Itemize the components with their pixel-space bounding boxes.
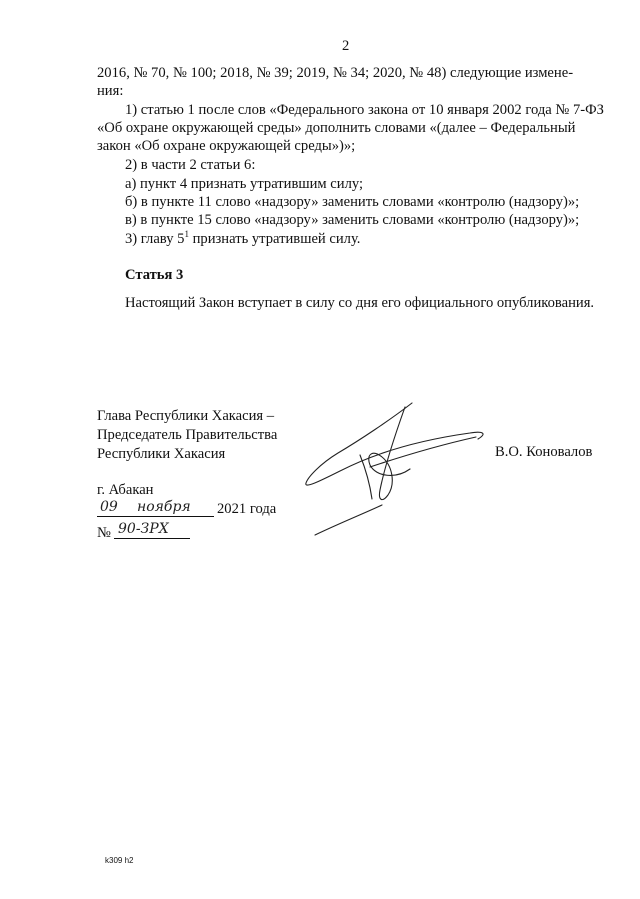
signer-title-line-3: Республики Хакасия [97, 446, 226, 462]
body-line-8: б) в пункте 11 слово «надзору» заменить словами «контролю (надзору)»; [125, 194, 580, 210]
signer-name: В.О. Коновалов [495, 444, 593, 460]
body-line-1: 2016, № 70, № 100; 2018, № 39; 2019, № 34; 2020, № 48) следующие измене- [97, 65, 574, 81]
body-line-4: «Об охране окружающей среды» дополнить словами «(далее – Федеральный [97, 120, 576, 136]
date-underline [97, 516, 214, 517]
body-line-5: закон «Об охране окружающей среды»)»; [97, 138, 356, 154]
signer-title-line-2: Председатель Правительства [97, 427, 278, 443]
footer-code: k309 h2 [105, 856, 134, 865]
number-underline [114, 538, 190, 539]
body-line-10-post: признать утратившей силу. [188, 231, 361, 247]
page-number: 2 [342, 38, 350, 54]
body-line-3: 1) статью 1 после слов «Федерального закона от 10 января 2002 года № 7-ФЗ [125, 102, 604, 118]
article-3-text: Настоящий Закон вступает в силу со дня его официального опубликования. [125, 295, 595, 311]
body-line-6: 2) в части 2 статьи 6: [125, 157, 256, 173]
issue-number-blank [114, 522, 190, 542]
article-3-heading: Статья 3 [125, 267, 184, 283]
handwritten-month: ноября [137, 499, 191, 515]
issue-date-blank [97, 500, 214, 520]
issue-year: 2021 года [217, 501, 277, 517]
body-line-10-pre: 3) главу 5 [125, 231, 185, 247]
handwritten-day: 09 [100, 499, 118, 515]
body-line-10 [125, 230, 360, 248]
body-line-9: в) в пункте 15 слово «надзору» заменить словами «контролю (надзору)»; [125, 212, 580, 228]
signer-title-line-1: Глава Республики Хакасия – [97, 408, 275, 424]
issue-number-prefix: № [97, 525, 111, 541]
handwritten-number: 90-ЗРХ [118, 521, 169, 537]
handwritten-signature [300, 395, 500, 540]
issue-city: г. Абакан [97, 482, 154, 498]
body-line-7: а) пункт 4 признать утратившим силу; [125, 176, 364, 192]
body-line-2: ния: [97, 83, 124, 99]
superscript: 1 [184, 229, 189, 239]
